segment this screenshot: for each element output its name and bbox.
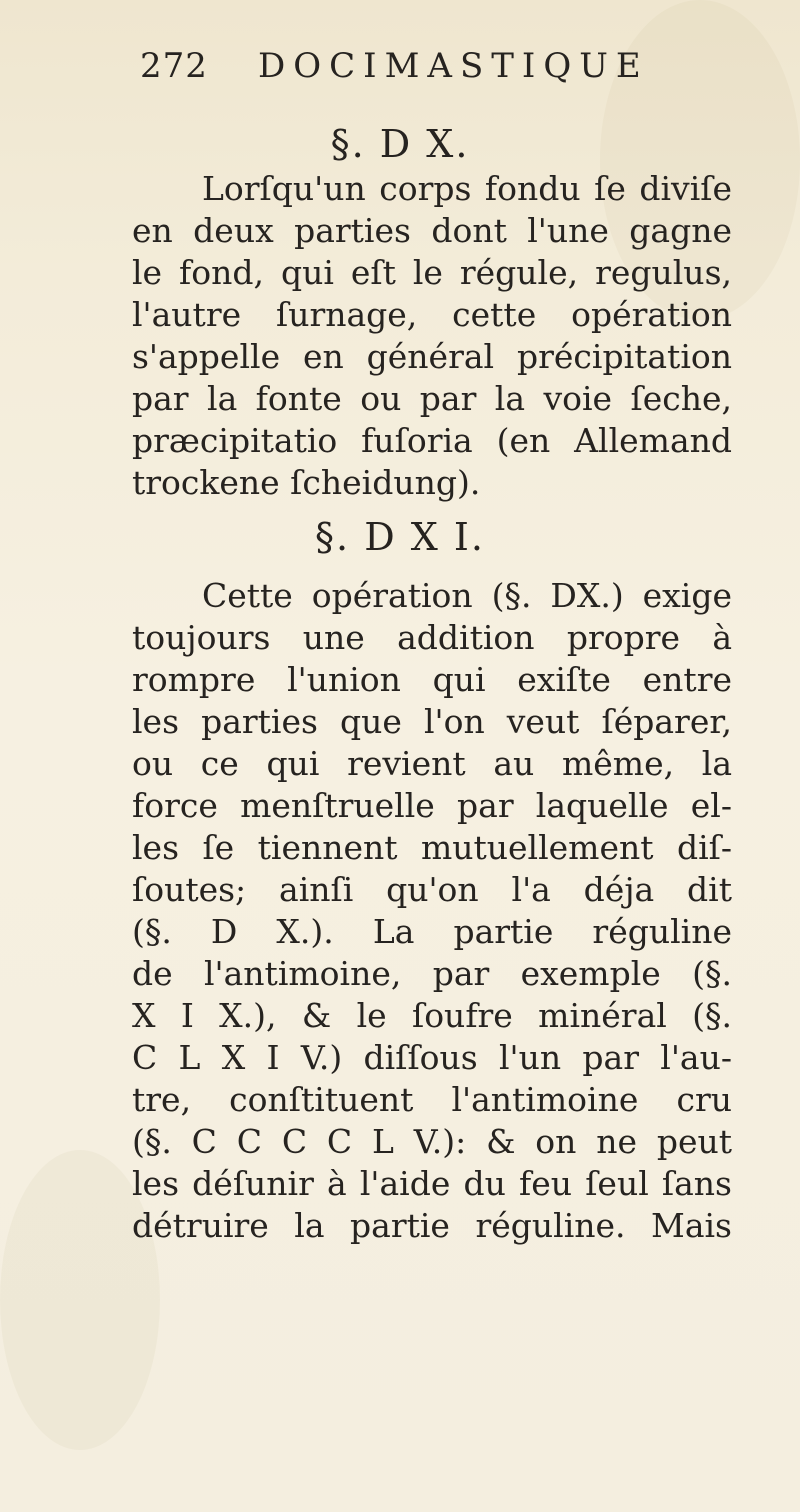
text-line: l'autre ſurnage, cette opération: [132, 295, 732, 334]
running-title: DOCIMASTIQUE: [258, 46, 649, 86]
page-number: 272: [140, 46, 208, 86]
text-line: Cette opération (§. DX.) exige: [202, 576, 732, 615]
text-line: Lorſqu'un corps fondu ſe diviſe: [202, 169, 732, 208]
text-line: X I X.), & le ſoufre minéral (§.: [132, 996, 732, 1035]
text-line: toujours une addition propre à: [132, 618, 732, 657]
running-header: [140, 46, 660, 96]
text-line: le fond, qui eſt le régule, regulus,: [132, 253, 732, 292]
text-line: tre, conſtituent l'antimoine cru: [132, 1080, 732, 1119]
text-line: par la fonte ou par la voie ſeche,: [132, 379, 732, 418]
text-line: C L X I V.) diſſous l'un par l'au-: [132, 1038, 732, 1077]
section-heading-dxi: §. D X I.: [315, 515, 485, 559]
text-line: les ſe tiennent mutuellement diſ-: [132, 828, 732, 867]
text-line: détruire la partie réguline. Mais: [132, 1206, 732, 1245]
text-line: force menſtruelle par laquelle el-: [132, 786, 732, 825]
text-line: ſoutes; ainſi qu'on l'a déja dit: [132, 870, 732, 909]
text-line: rompre l'union qui exiſte entre: [132, 660, 732, 699]
text-line: en deux parties dont l'une gagne: [132, 211, 732, 250]
paragraph-dx: [132, 168, 732, 504]
section-heading-dx: §. D X.: [330, 122, 470, 166]
paragraph-dxi: [132, 575, 732, 1247]
text-line: de l'antimoine, par exemple (§.: [132, 954, 732, 993]
text-line: les déſunir à l'aide du feu ſeul ſans: [132, 1164, 732, 1203]
text-line: (§. D X.). La partie réguline: [132, 912, 732, 951]
text-line: (§. C C C C L V.): & on ne peut: [132, 1122, 732, 1161]
text-line: trockene ſcheidung).: [132, 463, 481, 502]
text-line: præcipitatio fuſoria (en Allemand: [132, 421, 732, 460]
text-line: s'appelle en général précipitation: [132, 337, 732, 376]
text-line: les parties que l'on veut ſéparer,: [132, 702, 732, 741]
text-line: ou ce qui revient au même, la: [132, 744, 732, 783]
